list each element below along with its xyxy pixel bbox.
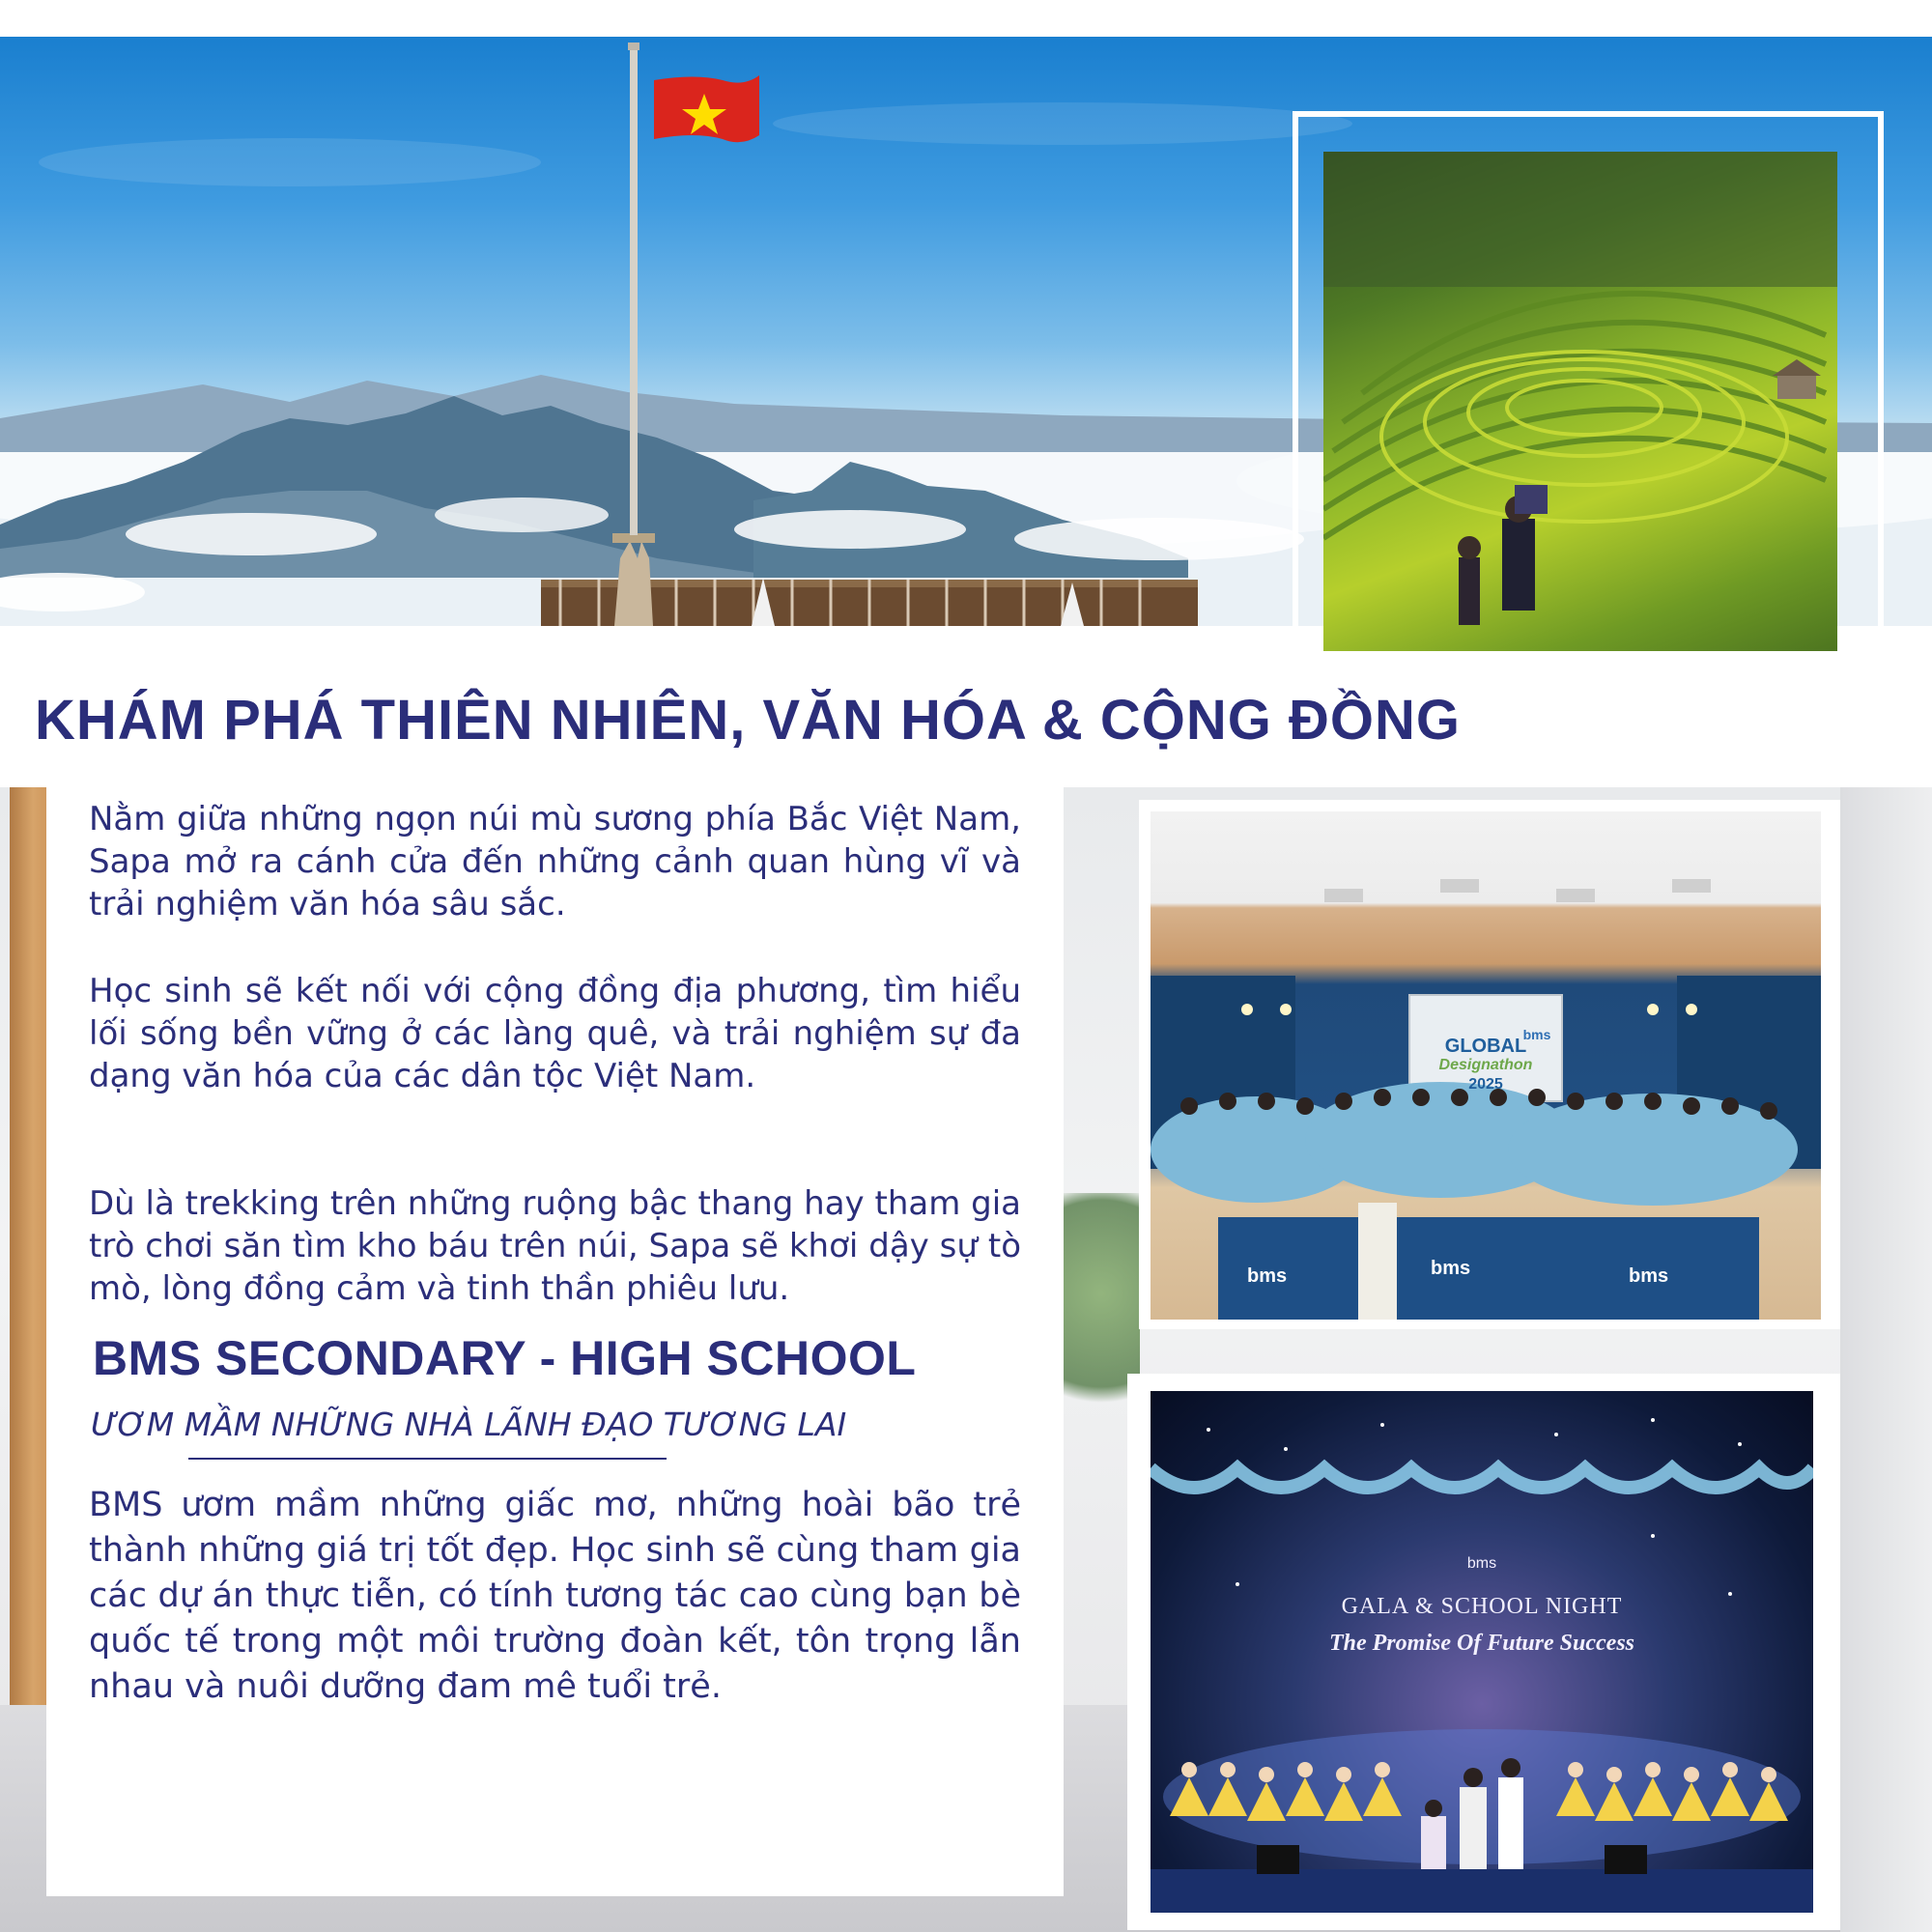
gala-title: GALA & SCHOOL NIGHT	[1341, 1594, 1623, 1619]
table-logo-1: bms	[1247, 1265, 1288, 1287]
school-description: BMS ươm mầm những giấc mơ, những hoài bão trẻ thành những giá trị tốt đẹp. Học sinh sẽ cùng tham gia các dự án thực tiễn, có tính tương tác cao cùng bạn bè quốc tế trong một môi trường đoàn kết, tôn trọng lẫn nhau và nuôi dưỡng đam mê tuổi trẻ.	[89, 1486, 1021, 1706]
rice-terrace-photo	[1323, 152, 1837, 651]
table-logo-2: bms	[1431, 1258, 1471, 1279]
gala-subtitle: The Promise Of Future Success	[1328, 1631, 1634, 1656]
screen-logo: bms	[1522, 1027, 1551, 1042]
screen-title-designathon: Designathon	[1438, 1057, 1533, 1073]
tagline-divider	[188, 1458, 667, 1460]
rice-terrace-graphic	[1323, 152, 1837, 651]
interior-right-wall	[1840, 787, 1932, 1932]
school-title: BMS SECONDARY - HIGH SCHOOL	[93, 1331, 917, 1385]
intro-paragraph-2: Học sinh sẽ kết nối với cộng đồng địa phương, tìm hiểu lối sống bền vững ở các làng quê, và trải nghiệm sự đa dạng văn hóa của các dân tộc Việt Nam.	[89, 972, 1021, 1095]
designathon-group-photo	[1151, 811, 1821, 1320]
page-title: KHÁM PHÁ THIÊN NHIÊN, VĂN HÓA & CỘNG ĐỒNG	[35, 689, 1461, 752]
table-logo-3: bms	[1629, 1265, 1669, 1287]
intro-paragraph-1: Nằm giữa những ngọn núi mù sương phía Bắc Việt Nam, Sapa mở ra cánh cửa đến những cảnh quan hùng vĩ và trải nghiệm văn hóa sâu sắc.	[89, 800, 1021, 923]
screen-title-year: 2025	[1468, 1076, 1503, 1093]
gala-logo: bms	[1466, 1555, 1497, 1572]
screen-title-global: GLOBAL	[1444, 1036, 1527, 1057]
school-tagline: ƯƠM MẦM NHỮNG NHÀ LÃNH ĐẠO TƯƠNG LAI	[91, 1406, 847, 1443]
vietnam-flag-icon	[654, 75, 759, 142]
intro-paragraph-3: Dù là trekking trên những ruộng bậc thang hay tham gia trò chơi săn tìm kho báu trên núi, Sapa sẽ khơi dậy sự tò mò, lòng đồng cảm và tinh thần phiêu lưu.	[89, 1184, 1021, 1308]
gala-school-night-photo	[1151, 1391, 1813, 1913]
